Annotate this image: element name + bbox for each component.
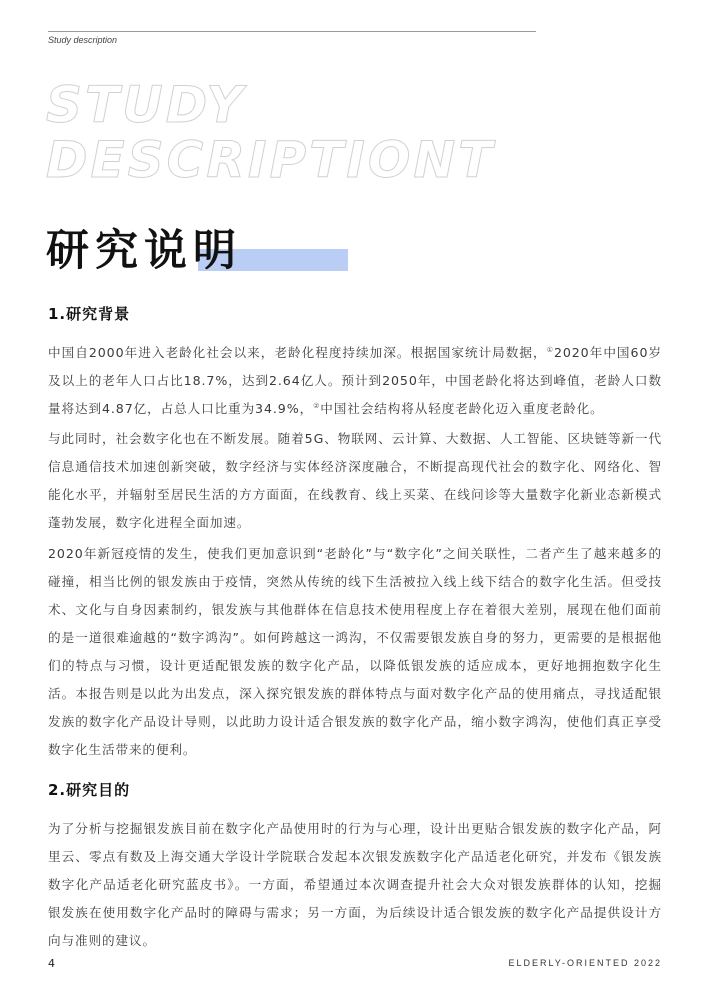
section-heading-background: 1.研究背景 — [48, 305, 131, 323]
page-title: 研究说明 — [46, 226, 242, 276]
paragraph-segment: 与此同时，社会数字化也在不断发展。随着5G、物联网、云计算、大数据、人工智能、区块链等新一代信息通信技术加速创新突破，数字经济与实体经济深度融合，不断提高现代社会的数字化、网络化、智能化水平，并辐射至居民生活的方方面面，在线教育、线上买菜、在线问诊等大量数字化新业态新模式蓬勃发展，数字化进程全面加速。 — [48, 431, 662, 530]
paragraph-segment: 为了分析与挖掘银发族目前在数字化产品使用时的行为与心理，设计出更贴合银发族的数字化产品，阿里云、零点有数及上海交通大学设计学院联合发起本次银发族数字化产品适老化研究，并发布《银发族数字化产品适老化研究蓝皮书》。一方面，希望通过本次调查提升社会大众对银发族群体的认知，挖掘银发族在使用数字化产品时的障碍与需求；另一方面，为后续设计适合银发族的数字化产品提供设计方向与准则的建议。 — [48, 821, 662, 948]
decorative-title-line-2: DESCRIPTIONT — [46, 131, 496, 189]
paragraph-segment: 2020年新冠疫情的发生，使我们更加意识到“老龄化”与“数字化”之间关联性，二者产生了越来越多的碰撞，相当比例的银发族由于疫情，突然从传统的线下生活被拉入线上线下结合的数字化生活。但受技术、文化与自身因素制约，银发族与其他群体在信息技术使用程度上存在着很大差别，展现在他们面前的是一道很难逾越的“数字鸿沟”。如何跨越这一鸿沟，不仅需要银发族自身的努力，更需要的是根据他们的特点与习惯，设计更适配银发族的数字化产品，以降低银发族的适应成本，更好地拥抱数字化生活。本报告则是以此为出发点，深入探究银发族的群体特点与面对数字化产品的使用痛点，寻找适配银发族的数字化产品设计导则，以此助力设计适合银发族的数字化产品，缩小数字鸿沟，使他们真正享受数字化生活带来的便利。 — [48, 546, 662, 757]
page-number: 4 — [48, 957, 55, 970]
section-heading-purpose: 2.研究目的 — [48, 781, 131, 799]
paragraph-background-1 — [48, 339, 662, 423]
paragraph-segment: 中国社会结构将从轻度老龄化迈入重度老龄化。 — [320, 401, 604, 416]
page-title-block — [46, 221, 242, 281]
paragraph-background-3 — [48, 540, 662, 764]
paragraph-segment: 中国自2000年进入老龄化社会以来，老龄化程度持续加深。根据国家统计局数据， — [48, 345, 547, 360]
paragraph-segment: 2020年中国60岁及以上的老年人口占比18.7%，达到2.64亿人。预计到2050年，中国老龄化将达到峰值，老龄人口数量将达到4.87亿，占总人口比重为34.9%， — [48, 345, 662, 416]
publication-footer: ELDERLY-ORIENTED 2022 — [508, 958, 662, 968]
paragraph-purpose-1 — [48, 815, 662, 955]
paragraph-background-2 — [48, 425, 662, 537]
footnote-marker-1: ① — [546, 345, 554, 354]
running-head: Study description — [48, 35, 118, 45]
decorative-english-title — [46, 78, 666, 188]
top-rule — [48, 31, 536, 32]
footnote-marker-2: ② — [313, 401, 321, 410]
decorative-title-line-1: STUDY — [46, 76, 246, 134]
